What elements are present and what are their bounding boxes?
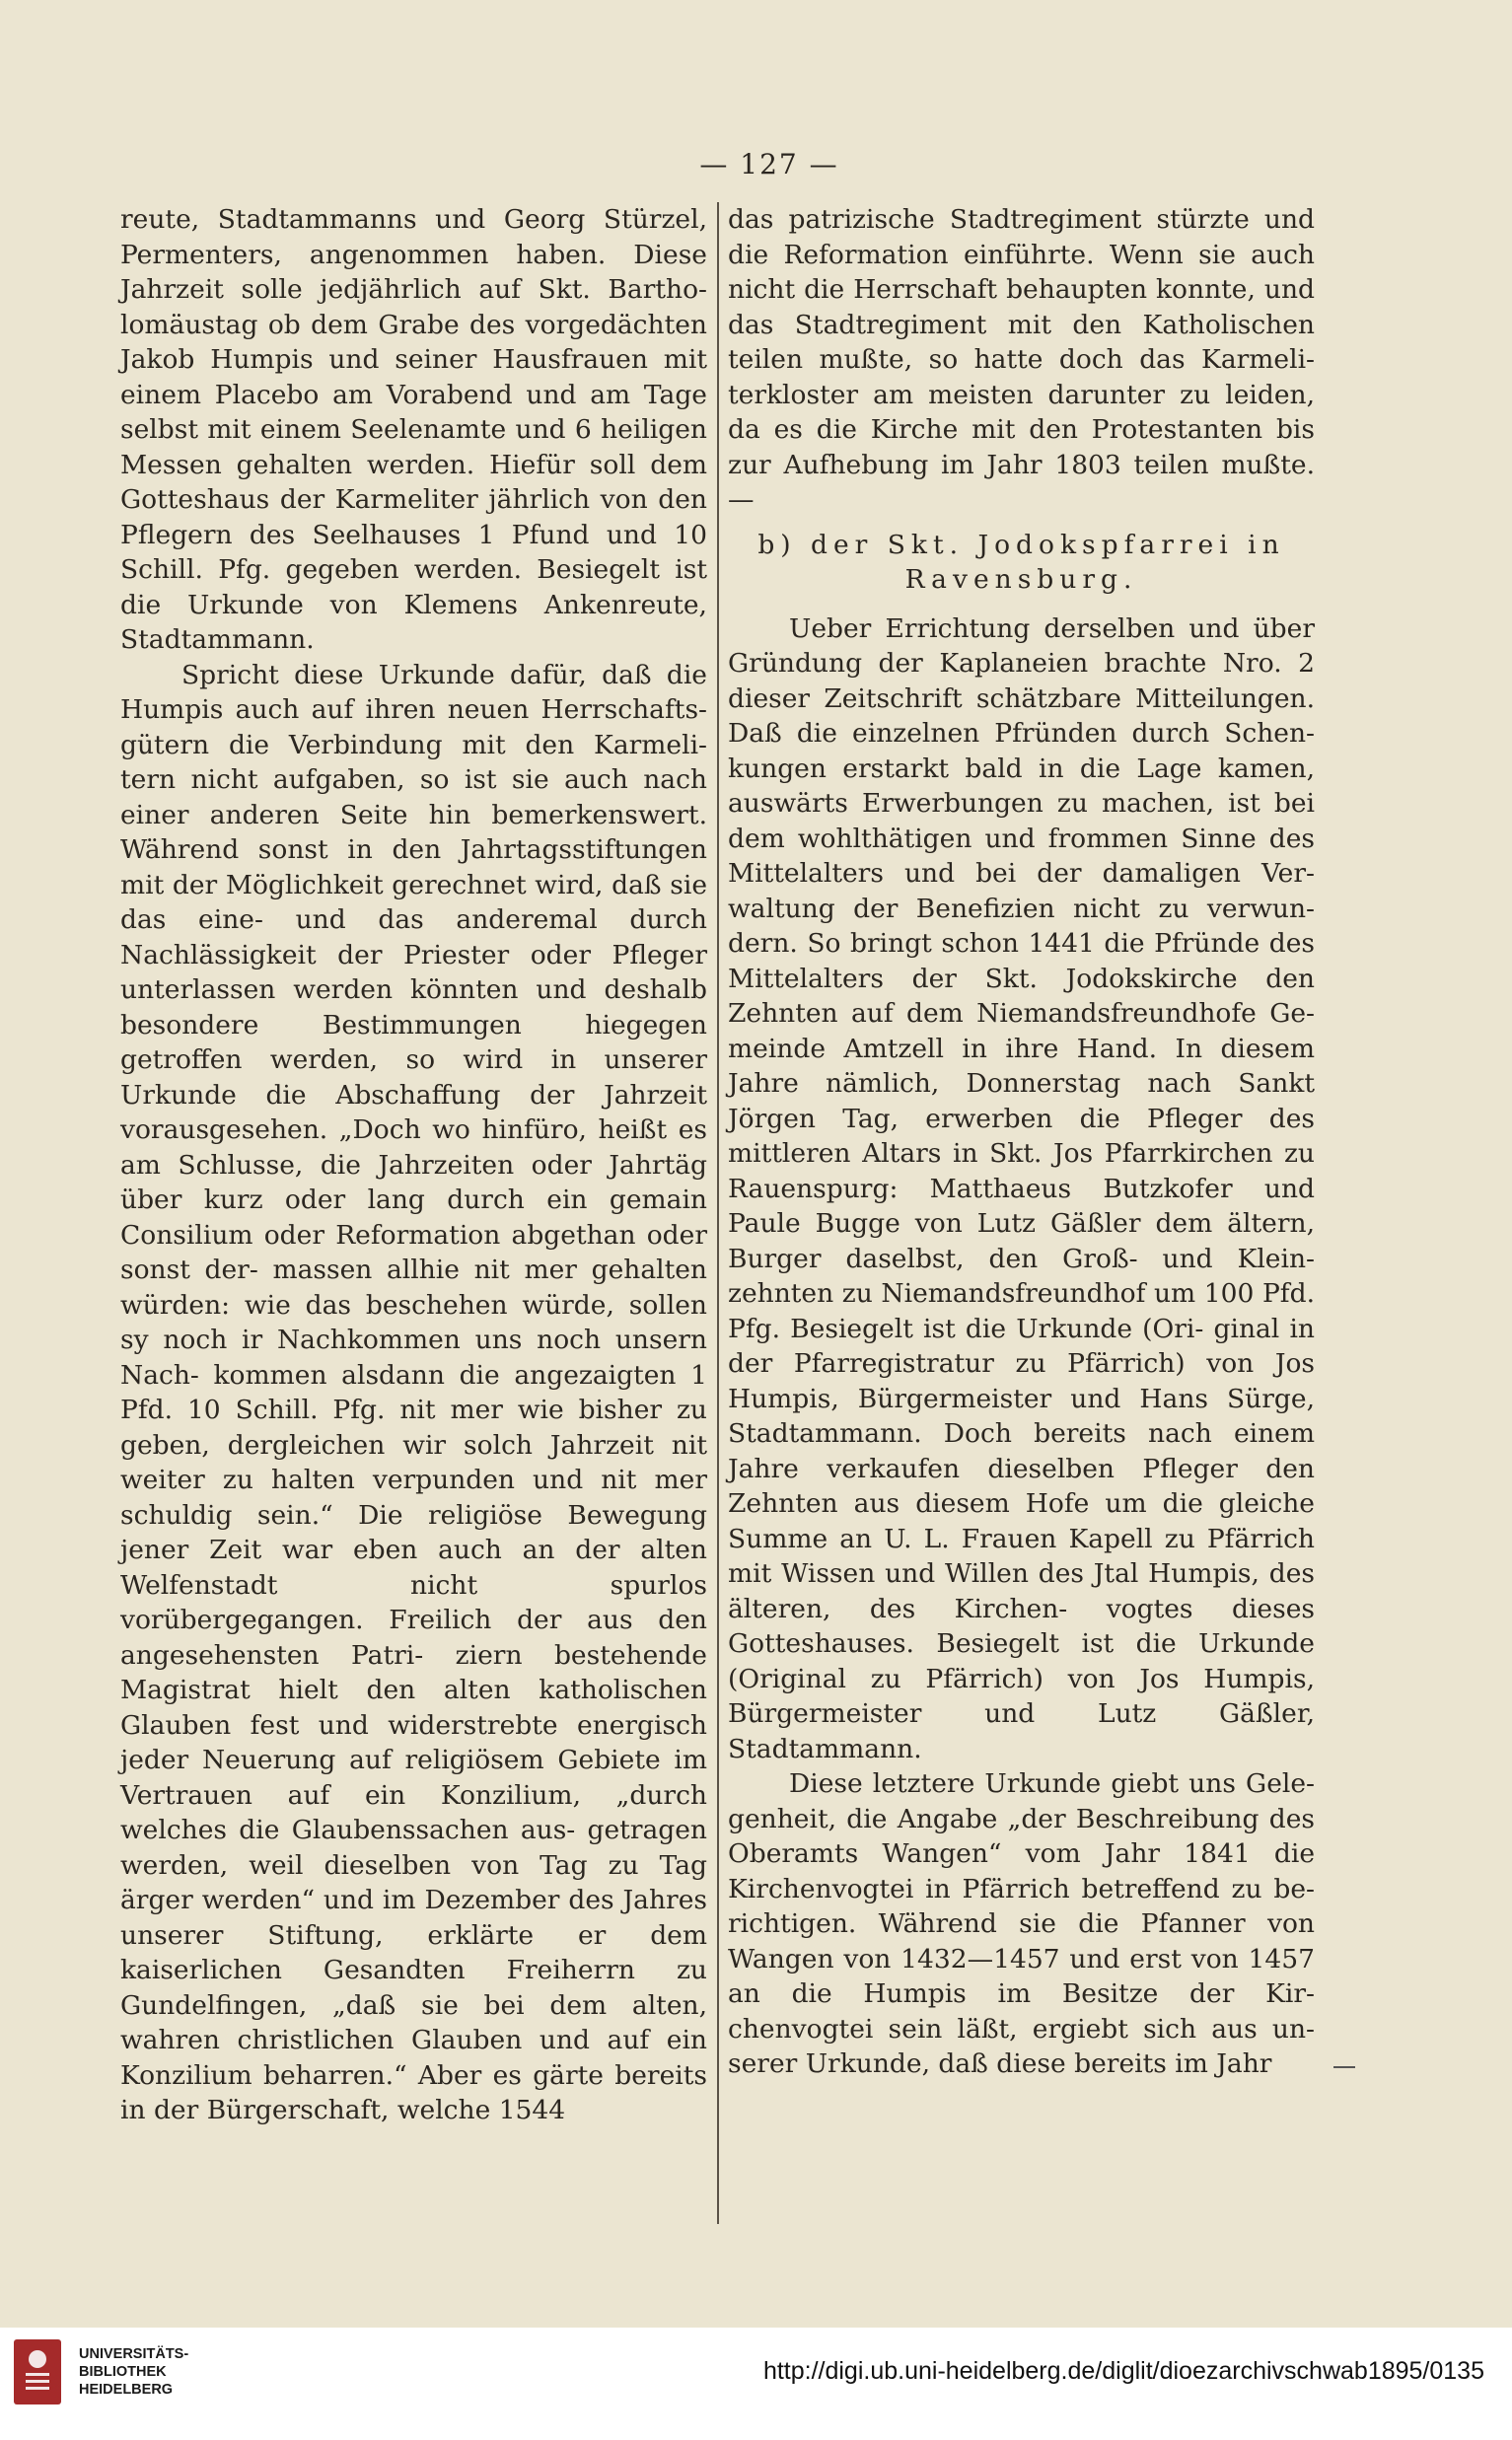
section-heading-line-1: b) der Skt. Jodokspfarrei in [757,529,1285,560]
library-name [79,2345,188,2399]
left-paragraph-1: reute, Stadtammanns und Georg Stürzel, Permenters, angenommen haben. Diese Jahrzeit solle jedjährlich auf Skt. Bartho- lomäustag ob dem Grabe des vorgedächten Jakob Humpis und seiner Hausfrauen mit einem Placebo am Vorabend und am Tage selbst mit einem Seelenamte und 6 heiligen Messen gehalten werden. Hiefür soll dem Gotteshaus der Karmeliter jährlich von den Pflegern des Seelhauses 1 Pfund und 10 Schill. Pfg. gegeben werden. Besiegelt ist die Urkunde von Klemens Ankenreute, Stadtammann. [120,204,707,655]
right-paragraph-2: Ueber Errichtung derselben und über Gründung der Kaplaneien brachte Nro. 2 dieser Zeitschrift schätzbare Mitteilungen. Daß die einzelnen Pfründen durch Schen- kungen erstarkt bald in die Lage kamen, auswärts Erwerbungen zu machen, ist bei dem wohlthätigen und frommen Sinne des Mittelalters und bei der damaligen Ver- waltung der Benefizien nicht zu verwun- dern. So bringt schon 1441 die Pfründe des Mittelalters der Skt. Jodokskirche den Zehnten auf dem Niemandsfreundhofe Ge- meinde Amtzell in ihre Hand. In diesem Jahre nämlich, Donnerstag nach Sankt Jörgen Tag, erwerben die Pfleger des mittleren Altars in Skt. Jos Pfarrkirchen zu Rauenspurg: Matthaeus Butzkofer und Paule Bugge von Lutz Gäßler dem ältern, Burger daselbst, den Groß- und Klein- zehnten zu Niemandsfreundhof um 100 Pfd. Pfg. Besiegelt ist die Urkunde (Ori- ginal in der Pfarregistratur zu Pfärrich) von Jos Humpis, Bürgermeister und Hans Sürge, Stadtammann. Doch bereits nach einem Jahre verkaufen dieselben Pfleger den Zehnten aus diesem Hofe um die gleiche Summe an U. L. Frauen Kapell zu Pfärrich mit Wissen und Willen des Jtal Humpis, des älteren, des Kirchen- vogtes dieses Gotteshauses. Besiegelt ist die Urkunde (Original zu Pfärrich) von Jos Humpis, Bürgermeister und Lutz Gäßler, Stadtammann. [728,612,1315,1764]
page-number: — 127 — [699,148,839,180]
left-paragraph-2: Spricht diese Urkunde dafür, daß die Humpis auch auf ihren neuen Herrschafts- gütern die Verbindung mit den Karmeli- tern nicht aufgaben, so ist sie auch nach einer anderen Seite hin bemerkenswert. Während sonst in den Jahrtagsstiftungen mit der Möglichkeit gerechnet wird, daß sie das eine- und das anderemal durch Nachlässigkeit der Priester oder Pfleger unterlassen werden könnten und deshalb besondere Bestimmungen hiegegen getroffen werden, so wird in unserer Urkunde die Abschaffung der Jahrzeit vorausgesehen. „Doch wo hinfüro, heißt es am Schlusse, die Jahrzeiten oder Jahrtäg über kurz oder lang durch ein gemain Consilium oder Reformation abgethan oder sonst der- massen allhie nit mer gehalten würden: wie das beschehen würde, sollen sy noch ir Nachkommen uns noch unsern Nach- kommen alsdann die angezaigten 1 Pfd. 10 Schill. Pfg. nit mer wie bisher zu geben, dergleichen wir solch Jahrzeit nit weiter zu halten verpunden und nit mer schuldig sein.“ Die religiöse Bewegung jener Zeit war eben auch an der alten Welfenstadt nicht spurlos vorübergegangen. Freilich der aus den angesehensten Patri- ziern bestehende Magistrat hielt den alten katholischen Glauben fest und widerstrebte energisch jeder Neuerung auf religiösem Gebiete im Vertrauen auf ein Konzilium, „durch welches die Glaubenssachen aus- getragen werden, weil dieselben von Tag zu Tag ärger werden“ und im Dezember des Jahres unserer Stiftung, erklärte er dem kaiserlichen Gesandten Freiherrn zu Gundelfingen, „daß sie bei dem alten, wahren christlichen Glauben und auf ein Konzilium beharren.“ Aber es gärte bereits in der Bürgerschaft, welche 1544 [120,659,707,2125]
column-divider [717,202,719,2224]
right-column [728,202,1315,2082]
section-heading [728,528,1315,598]
library-name-line-1: UNIVERSITÄTS- [79,2346,189,2362]
right-paragraph-1: das patrizische Stadtregiment stürzte und die Reformation einführte. Wenn sie auch nicht die Herrschaft behaupten konnte, und das Stadtregiment mit den Katholischen teilen mußte, so hatte doch das Karmeli- terkloster am meisten darunter zu leiden, da es die Kirche mit den Protestanten bis zur Aufhebung im Jahr 1803 teilen mußte. — [728,204,1315,515]
margin-mark [1333,2066,1355,2068]
source-url-link[interactable]: http://digi.ub.uni-heidelberg.de/diglit/dioezarchivschwab1895/0135 [762,2357,1484,2385]
university-library-logo-icon [14,2339,61,2404]
right-paragraph-3: Diese letztere Urkunde giebt uns Gele- genheit, die Angabe „der Beschreibung des Oberamts Wangen“ vom Jahr 1841 die Kirchenvogtei in Pfärrich betreffend zu be- richtigen. Während sie die Pfanner von Wangen von 1432—1457 und erst von 1457 an die Humpis im Besitze der Kir- chenvogtei sein läßt, ergiebt sich aus un- serer Urkunde, daß diese bereits im Jahr [728,1768,1315,2079]
library-name-line-3: HEIDELBERG [79,2382,174,2398]
left-column [120,202,707,2128]
section-heading-line-2: Ravensburg. [904,564,1138,595]
library-name-line-2: BIBLIOTHEK [79,2364,167,2380]
